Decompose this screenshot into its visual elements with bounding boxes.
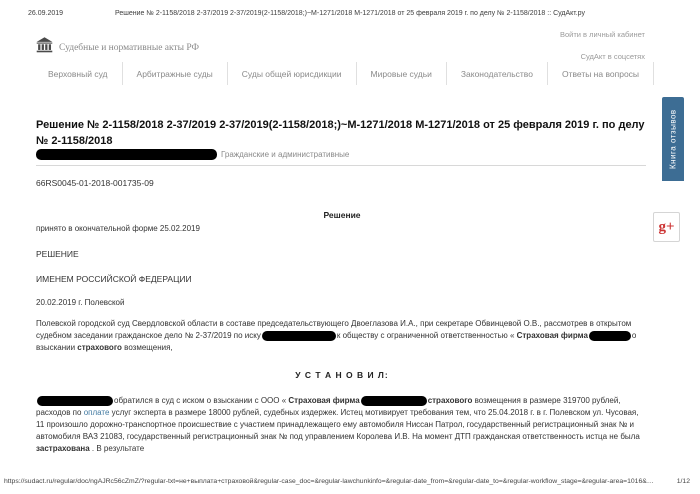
redacted-text [589,331,631,341]
imenem-line: ИМЕНЕМ РОССИЙСКОЙ ФЕДЕРАЦИИ [36,274,192,284]
site-logo[interactable] [36,37,199,58]
courthouse-icon [36,37,53,58]
nav-item-arbitration-courts[interactable]: Арбитражные суды [123,62,228,85]
nav-item-supreme-court[interactable]: Верховный суд [36,62,123,85]
logo-text: Судебные и нормативные акты РФ [59,42,200,53]
inline-link[interactable]: оплате [83,408,110,417]
print-page-number: 1/12 [676,478,690,485]
nav-item-magistrates[interactable]: Мировые судьи [357,62,447,85]
ustanovil-heading: У С Т А Н О В И Л: [295,370,389,380]
feedback-book-tab[interactable]: Книга отзывов [662,97,684,181]
google-plus-icon[interactable]: g+ [653,212,680,242]
print-url: https://sudact.ru/regular/doc/ngAJRc56cZmZ/?regular-txt=не+выплата+страховой&regular-case_doc=&regular-lawchunkinfo=&regular-date_from=&regular-date_to=&regular-workflow_stage=&regular-area=1016&… [4,478,654,485]
paragraph-claim: обратился в суд с иском о взыскании с ООО « Страховая фирма страхового возмещения в размере 319700 рублей, расходов по оплате услуг эксперта в размере 18000 рублей, судебных издержек. Истец мотивирует требования тем, что 25.04.2018 г. в г. Полевском ул. Чусовая, 11 произошло дорожно-транспортное происшествие с участием принадлежащего ему автомобиля Ниссан Патрол, государственный регистрационный знак № и автомобиля ВАЗ 21083, государственный регистрационный знак № под управлением Королева И.В. На момент ДТП гражданская ответственность истца не была застрахована . В результате [36,396,640,453]
print-doc-title: Решение № 2-1158/2018 2-37/2019 2-37/2019(2-1158/2018;)~М-1271/2018 М-1271/2018 от 25 февраля 2019 г. по делу № 2-1158/2018 :: СудАкт.ру [115,10,585,17]
nav-item-legislation[interactable]: Законодательство [447,62,548,85]
category-row [36,148,648,160]
login-link[interactable]: Войти в личный кабинет [559,30,645,39]
final-form-line: принято в окончательной форме 25.02.2019 [36,224,200,233]
redacted-court-name [36,149,217,160]
category-label: Гражданские и административные [221,149,350,159]
print-header [0,10,700,22]
reshenie-caps: РЕШЕНИЕ [36,249,79,259]
nav-item-general-jurisdiction[interactable]: Суды общей юрисдикции [228,62,357,85]
redacted-text [262,331,336,341]
main-nav [36,62,654,85]
decision-title: Решение № 2-1158/2018 2-37/2019 2-37/2019(2-1158/2018;)~М-1271/2018 М-1271/2018 от 25 февраля 2019 г. по делу № 2-1158/2018 [36,119,645,147]
paragraph-court-intro: Полевской городской суд Свердловской области в составе председательствующего Двоеглазова И.А., при секретаре Обвинцевой О.В., рассмотрев в открытом судебном заседании гражданское дело № 2-37/2019 по иску к обществу с ограниченной ответственностью « Страховая фирма о взыскании страхового возмещения, [36,319,637,352]
divider [36,165,646,166]
redacted-text [361,396,427,406]
heading-reshenie: Решение [323,210,361,220]
social-link[interactable]: СудАкт в соцсетях [580,52,645,61]
print-date: 26.09.2019 [28,10,64,17]
redacted-text [37,396,113,406]
case-uid: 66RS0045-01-2018-001735-09 [36,178,154,188]
nav-item-qa[interactable]: Ответы на вопросы [548,62,654,85]
date-place-line: 20.02.2019 г. Полевской [36,298,125,307]
